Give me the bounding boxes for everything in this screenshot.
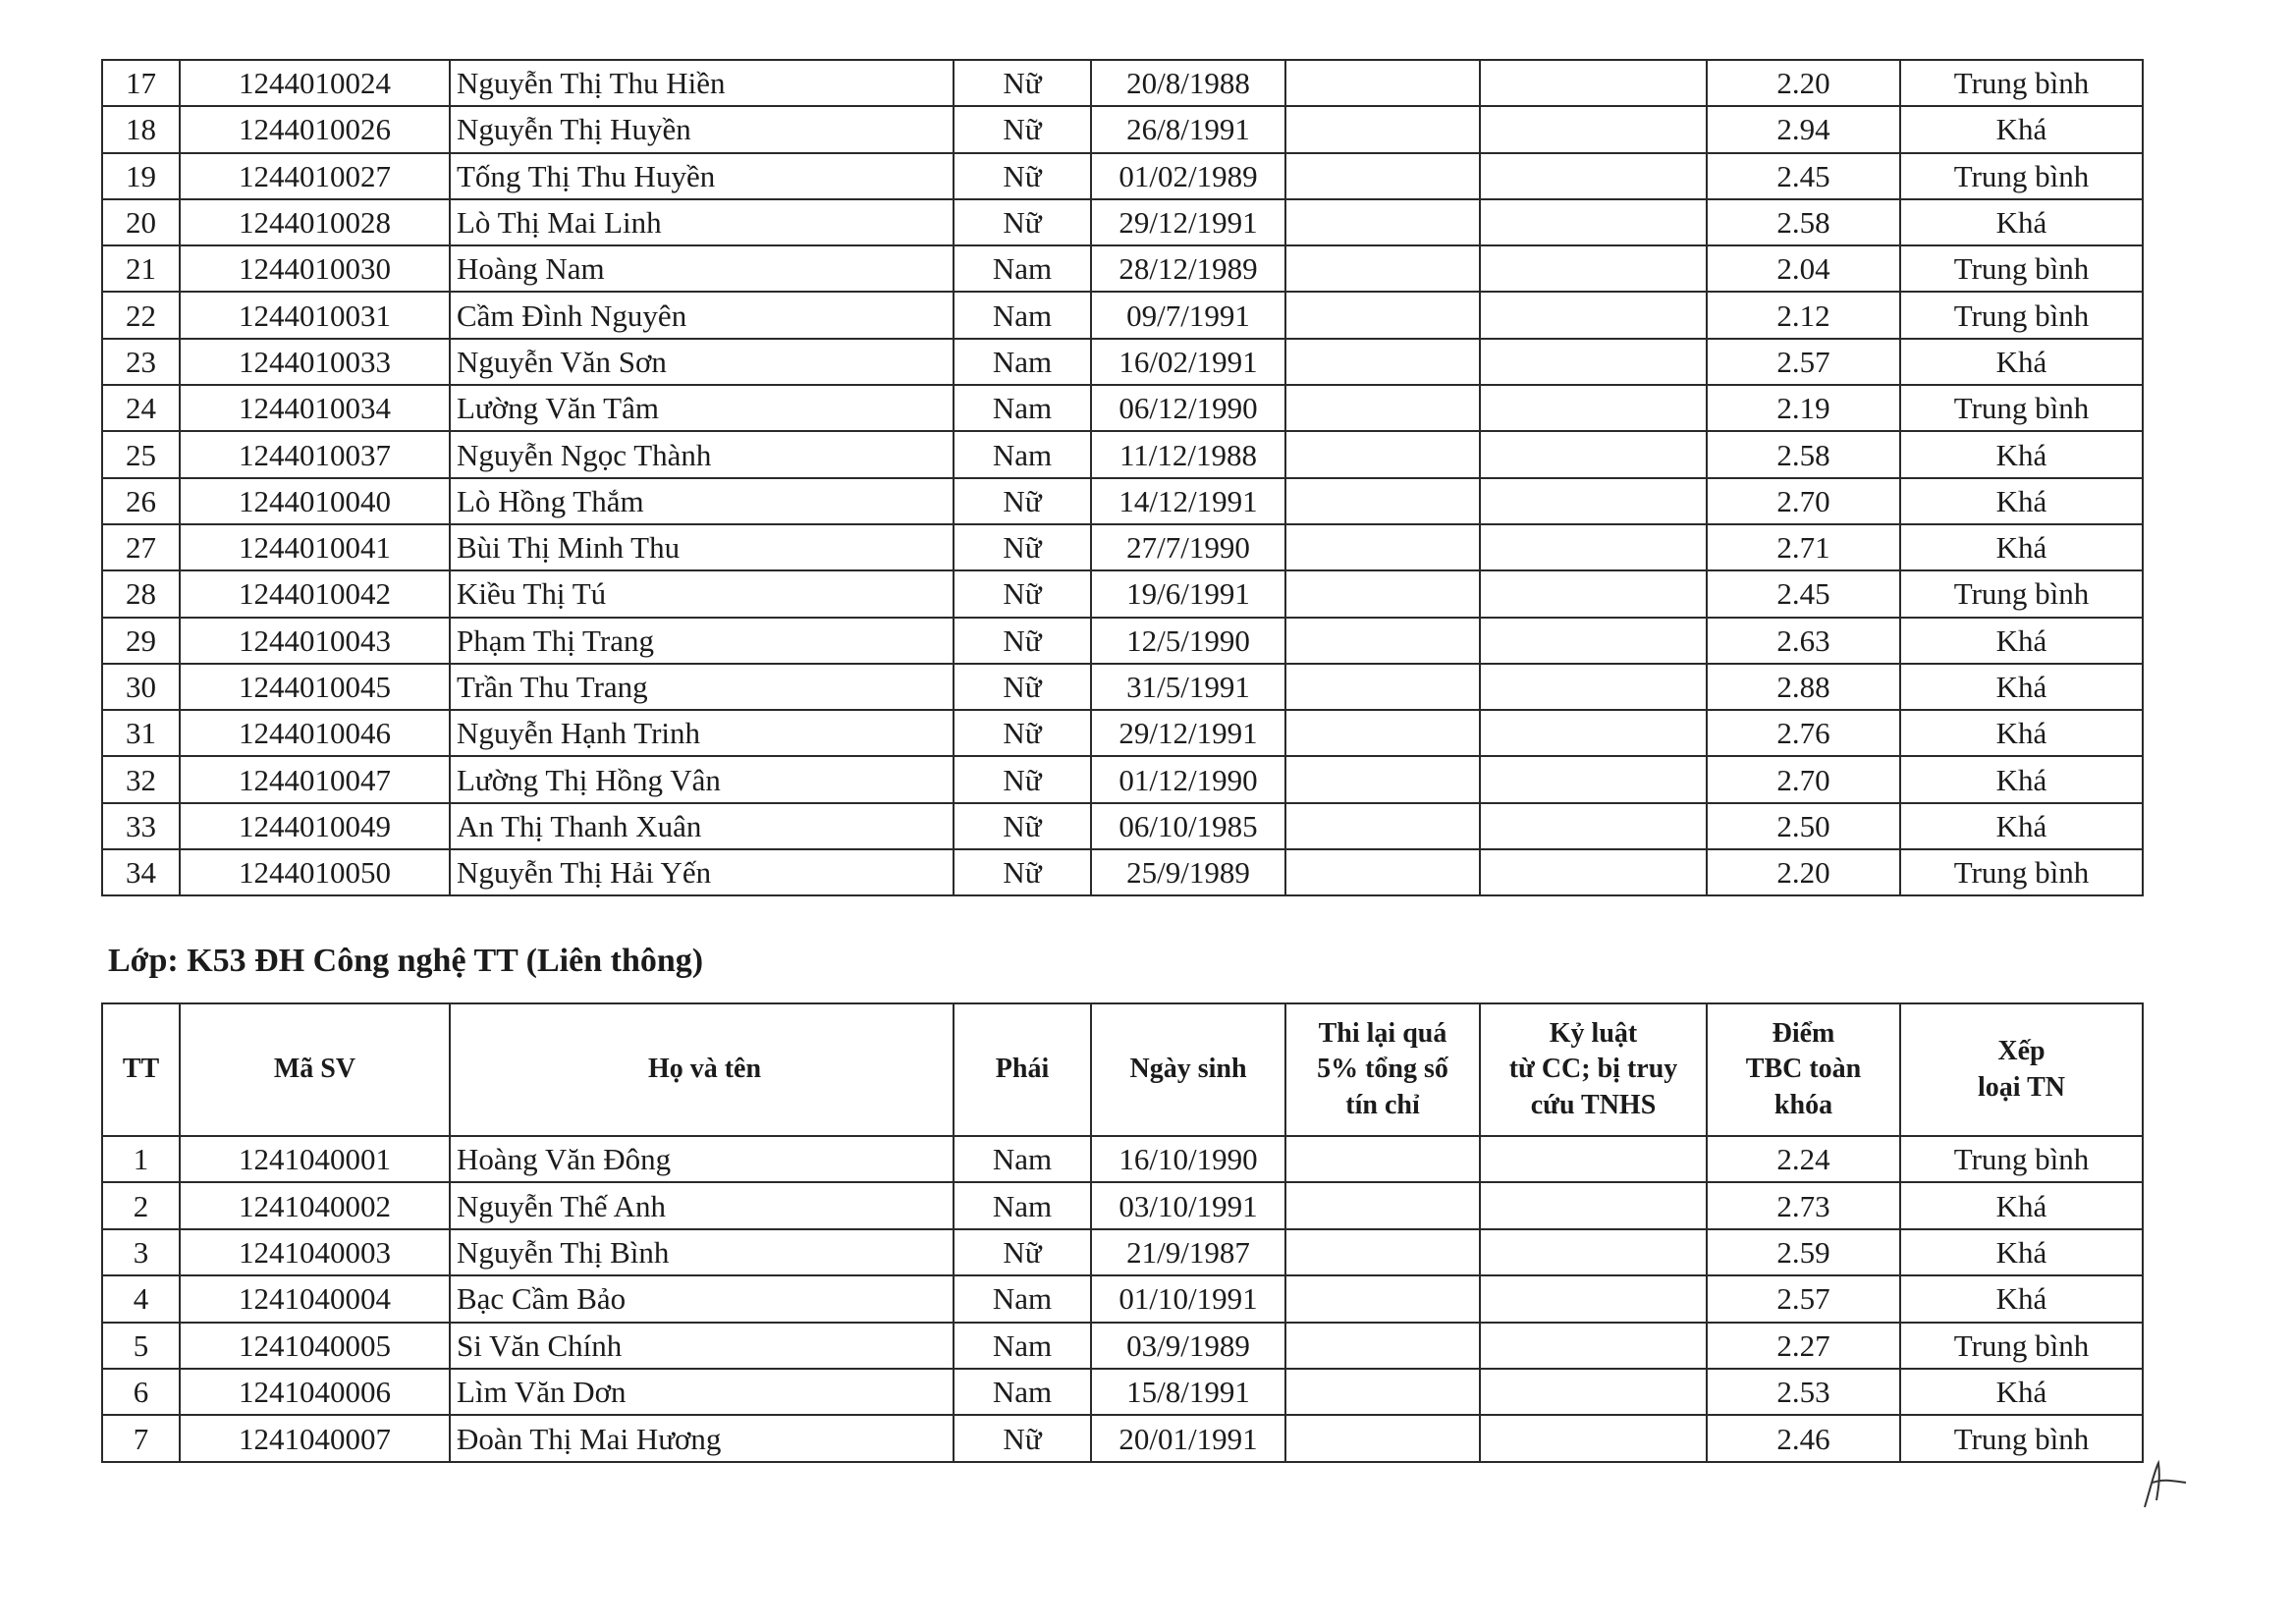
cell-phai: Nam [954,1275,1091,1322]
cell-thi-lai [1285,1323,1480,1369]
cell-tt: 33 [102,803,180,849]
header-ky-luat-line3: cứu TNHS [1530,1089,1657,1120]
cell-ky-luat [1480,1182,1707,1228]
cell-ky-luat [1480,106,1707,152]
cell-thi-lai [1285,1415,1480,1461]
student-table-continued [101,59,2144,896]
cell-thi-lai [1285,199,1480,245]
class-heading: Lớp: K53 ĐH Công nghệ TT (Liên thông) [108,943,704,979]
cell-thi-lai [1285,664,1480,710]
cell-ma-sv: 1244010033 [180,339,450,385]
cell-ma-sv: 1244010037 [180,431,450,477]
cell-ma-sv: 1244010046 [180,710,450,756]
cell-ngay-sinh: 25/9/1989 [1091,849,1285,895]
cell-ky-luat [1480,570,1707,617]
cell-ma-sv: 1244010050 [180,849,450,895]
cell-ma-sv: 1244010024 [180,60,450,106]
cell-ho-ten: An Thị Thanh Xuân [450,803,954,849]
header-xep-loai-line1: Xếp [1997,1036,2046,1067]
cell-diem: 2.70 [1707,756,1900,802]
cell-xep-loai: Khá [1900,524,2143,570]
table-row [102,292,2143,338]
cell-xep-loai: Khá [1900,1182,2143,1228]
cell-ho-ten: Nguyễn Thị Bình [450,1229,954,1275]
cell-xep-loai: Khá [1900,478,2143,524]
cell-tt: 22 [102,292,180,338]
cell-diem: 2.57 [1707,1275,1900,1322]
cell-ky-luat [1480,618,1707,664]
cell-tt: 31 [102,710,180,756]
cell-xep-loai: Trung bình [1900,1323,2143,1369]
cell-phai: Nữ [954,106,1091,152]
cell-ho-ten: Nguyễn Văn Sơn [450,339,954,385]
cell-ma-sv: 1244010030 [180,245,450,292]
cell-tt: 7 [102,1415,180,1461]
cell-ky-luat [1480,478,1707,524]
cell-ngay-sinh: 28/12/1989 [1091,245,1285,292]
cell-ma-sv: 1244010042 [180,570,450,617]
header-ho-ten: Họ và tên [450,1003,954,1136]
cell-ma-sv: 1244010049 [180,803,450,849]
cell-xep-loai: Khá [1900,756,2143,802]
cell-tt: 3 [102,1229,180,1275]
cell-xep-loai: Trung bình [1900,245,2143,292]
cell-ho-ten: Nguyễn Hạnh Trinh [450,710,954,756]
cell-xep-loai: Khá [1900,339,2143,385]
cell-phai: Nữ [954,803,1091,849]
header-ngay-sinh: Ngày sinh [1091,1003,1285,1136]
cell-thi-lai [1285,1369,1480,1415]
cell-ho-ten: Hoàng Văn Đông [450,1136,954,1182]
table-row [102,1229,2143,1275]
cell-diem: 2.94 [1707,106,1900,152]
cell-phai: Nữ [954,1415,1091,1461]
cell-xep-loai: Trung bình [1900,570,2143,617]
cell-ho-ten: Lường Thị Hồng Vân [450,756,954,802]
cell-phai: Nam [954,292,1091,338]
table-row [102,60,2143,106]
table-row [102,1323,2143,1369]
cell-ho-ten: Tống Thị Thu Huyền [450,153,954,199]
cell-xep-loai: Khá [1900,803,2143,849]
cell-thi-lai [1285,292,1480,338]
cell-tt: 34 [102,849,180,895]
cell-xep-loai: Khá [1900,106,2143,152]
cell-xep-loai: Khá [1900,710,2143,756]
cell-thi-lai [1285,1229,1480,1275]
header-row [102,1003,2143,1136]
cell-ma-sv: 1244010027 [180,153,450,199]
cell-xep-loai: Trung bình [1900,60,2143,106]
cell-ho-ten: Phạm Thị Trang [450,618,954,664]
cell-diem: 2.58 [1707,199,1900,245]
cell-phai: Nam [954,431,1091,477]
cell-ngay-sinh: 01/02/1989 [1091,153,1285,199]
handwritten-initial-mark [2137,1453,2196,1522]
cell-phai: Nữ [954,153,1091,199]
cell-ngay-sinh: 06/10/1985 [1091,803,1285,849]
cell-ho-ten: Đoàn Thị Mai Hương [450,1415,954,1461]
cell-ho-ten: Bùi Thị Minh Thu [450,524,954,570]
cell-ma-sv: 1244010043 [180,618,450,664]
header-tt: TT [102,1003,180,1136]
cell-phai: Nam [954,245,1091,292]
cell-phai: Nữ [954,570,1091,617]
cell-ma-sv: 1241040004 [180,1275,450,1322]
header-phai: Phái [954,1003,1091,1136]
cell-diem: 2.58 [1707,431,1900,477]
cell-ma-sv: 1241040006 [180,1369,450,1415]
header-thi-lai-line2: 5% tổng số [1317,1054,1448,1085]
cell-diem: 2.04 [1707,245,1900,292]
cell-phai: Nữ [954,199,1091,245]
cell-ky-luat [1480,292,1707,338]
cell-phai: Nữ [954,478,1091,524]
cell-ma-sv: 1244010026 [180,106,450,152]
cell-ngay-sinh: 20/8/1988 [1091,60,1285,106]
cell-tt: 30 [102,664,180,710]
cell-ngay-sinh: 27/7/1990 [1091,524,1285,570]
cell-ky-luat [1480,664,1707,710]
cell-xep-loai: Trung bình [1900,292,2143,338]
cell-phai: Nữ [954,618,1091,664]
cell-thi-lai [1285,431,1480,477]
cell-xep-loai: Khá [1900,618,2143,664]
cell-diem: 2.57 [1707,339,1900,385]
cell-phai: Nữ [954,1229,1091,1275]
cell-ho-ten: Nguyễn Thế Anh [450,1182,954,1228]
cell-ngay-sinh: 21/9/1987 [1091,1229,1285,1275]
student-table-body [102,1136,2143,1462]
cell-ky-luat [1480,1323,1707,1369]
cell-ma-sv: 1241040001 [180,1136,450,1182]
cell-ho-ten: Nguyễn Thị Huyền [450,106,954,152]
cell-ma-sv: 1244010045 [180,664,450,710]
cell-ho-ten: Bạc Cầm Bảo [450,1275,954,1322]
cell-ma-sv: 1244010041 [180,524,450,570]
cell-ngay-sinh: 03/10/1991 [1091,1182,1285,1228]
cell-thi-lai [1285,60,1480,106]
header-ma-sv: Mã SV [180,1003,450,1136]
cell-tt: 2 [102,1182,180,1228]
table-row [102,385,2143,431]
cell-phai: Nam [954,1369,1091,1415]
cell-xep-loai: Khá [1900,199,2143,245]
cell-phai: Nam [954,1136,1091,1182]
cell-ho-ten: Kiều Thị Tú [450,570,954,617]
header-diem-line2: TBC toàn [1745,1054,1862,1085]
cell-tt: 6 [102,1369,180,1415]
cell-tt: 29 [102,618,180,664]
table-row [102,153,2143,199]
cell-ngay-sinh: 14/12/1991 [1091,478,1285,524]
cell-thi-lai [1285,756,1480,802]
cell-ho-ten: Lường Văn Tâm [450,385,954,431]
cell-tt: 18 [102,106,180,152]
cell-diem: 2.73 [1707,1182,1900,1228]
cell-ho-ten: Trần Thu Trang [450,664,954,710]
cell-thi-lai [1285,849,1480,895]
cell-ma-sv: 1244010040 [180,478,450,524]
cell-thi-lai [1285,1275,1480,1322]
cell-diem: 2.20 [1707,849,1900,895]
cell-ho-ten: Lò Thị Mai Linh [450,199,954,245]
cell-phai: Nữ [954,60,1091,106]
table-row [102,339,2143,385]
table-row [102,199,2143,245]
cell-ngay-sinh: 01/12/1990 [1091,756,1285,802]
cell-ky-luat [1480,1369,1707,1415]
cell-phai: Nam [954,385,1091,431]
cell-thi-lai [1285,803,1480,849]
table-row [102,1415,2143,1461]
header-thi-lai [1285,1003,1480,1136]
cell-ky-luat [1480,1415,1707,1461]
cell-phai: Nam [954,1182,1091,1228]
cell-diem: 2.71 [1707,524,1900,570]
cell-ky-luat [1480,849,1707,895]
cell-xep-loai: Khá [1900,1229,2143,1275]
table-row [102,245,2143,292]
cell-tt: 23 [102,339,180,385]
cell-xep-loai: Khá [1900,431,2143,477]
cell-ngay-sinh: 01/10/1991 [1091,1275,1285,1322]
cell-ho-ten: Si Văn Chính [450,1323,954,1369]
cell-tt: 32 [102,756,180,802]
cell-tt: 1 [102,1136,180,1182]
header-thi-lai-line3: tín chỉ [1345,1089,1420,1120]
cell-ngay-sinh: 31/5/1991 [1091,664,1285,710]
cell-ky-luat [1480,1136,1707,1182]
cell-diem: 2.45 [1707,570,1900,617]
cell-ky-luat [1480,431,1707,477]
cell-ky-luat [1480,1229,1707,1275]
cell-xep-loai: Khá [1900,1369,2143,1415]
cell-thi-lai [1285,245,1480,292]
cell-ho-ten: Cầm Đình Nguyên [450,292,954,338]
cell-ngay-sinh: 12/5/1990 [1091,618,1285,664]
cell-ngay-sinh: 29/12/1991 [1091,710,1285,756]
cell-xep-loai: Trung bình [1900,1136,2143,1182]
cell-ngay-sinh: 26/8/1991 [1091,106,1285,152]
cell-diem: 2.63 [1707,618,1900,664]
cell-ho-ten: Lìm Văn Dơn [450,1369,954,1415]
cell-thi-lai [1285,618,1480,664]
table-row [102,524,2143,570]
cell-ky-luat [1480,385,1707,431]
table-row [102,664,2143,710]
header-ky-luat [1480,1003,1707,1136]
cell-tt: 4 [102,1275,180,1322]
cell-phai: Nữ [954,524,1091,570]
cell-thi-lai [1285,153,1480,199]
cell-thi-lai [1285,478,1480,524]
table-row [102,1275,2143,1322]
cell-diem: 2.53 [1707,1369,1900,1415]
cell-diem: 2.27 [1707,1323,1900,1369]
header-xep-loai-line2: loại TN [1978,1071,2065,1103]
header-ky-luat-line1: Kỷ luật [1549,1017,1638,1049]
cell-tt: 28 [102,570,180,617]
header-ky-luat-line2: từ CC; bị truy [1508,1054,1678,1085]
cell-ma-sv: 1244010028 [180,199,450,245]
cell-ma-sv: 1241040002 [180,1182,450,1228]
cell-diem: 2.76 [1707,710,1900,756]
table-row [102,478,2143,524]
cell-diem: 2.70 [1707,478,1900,524]
header-diem-line3: khóa [1773,1089,1833,1120]
cell-tt: 26 [102,478,180,524]
cell-thi-lai [1285,524,1480,570]
table-row [102,106,2143,152]
cell-thi-lai [1285,1136,1480,1182]
cell-diem: 2.45 [1707,153,1900,199]
cell-phai: Nữ [954,664,1091,710]
cell-ho-ten: Lò Hồng Thắm [450,478,954,524]
cell-ma-sv: 1244010031 [180,292,450,338]
cell-tt: 17 [102,60,180,106]
cell-ma-sv: 1244010047 [180,756,450,802]
table-header [102,1003,2143,1136]
cell-phai: Nam [954,1323,1091,1369]
cell-ky-luat [1480,524,1707,570]
cell-ky-luat [1480,803,1707,849]
cell-thi-lai [1285,385,1480,431]
cell-tt: 5 [102,1323,180,1369]
cell-phai: Nữ [954,710,1091,756]
cell-thi-lai [1285,106,1480,152]
cell-tt: 21 [102,245,180,292]
table-row [102,803,2143,849]
cell-ky-luat [1480,245,1707,292]
cell-phai: Nam [954,339,1091,385]
cell-ho-ten: Hoàng Nam [450,245,954,292]
cell-ngay-sinh: 09/7/1991 [1091,292,1285,338]
cell-ky-luat [1480,60,1707,106]
cell-ho-ten: Nguyễn Thị Thu Hiền [450,60,954,106]
cell-ngay-sinh: 19/6/1991 [1091,570,1285,617]
cell-xep-loai: Khá [1900,664,2143,710]
cell-phai: Nữ [954,849,1091,895]
cell-ky-luat [1480,756,1707,802]
table-row [102,1182,2143,1228]
cell-diem: 2.20 [1707,60,1900,106]
cell-ngay-sinh: 06/12/1990 [1091,385,1285,431]
table-row [102,849,2143,895]
cell-ma-sv: 1241040007 [180,1415,450,1461]
cell-xep-loai: Trung bình [1900,385,2143,431]
header-thi-lai-line1: Thi lại quá [1318,1017,1447,1049]
table-row [102,1136,2143,1182]
header-diem [1707,1003,1900,1136]
cell-diem: 2.59 [1707,1229,1900,1275]
cell-thi-lai [1285,339,1480,385]
cell-ma-sv: 1244010034 [180,385,450,431]
table-row [102,1369,2143,1415]
table-row [102,570,2143,617]
cell-ky-luat [1480,153,1707,199]
cell-ky-luat [1480,339,1707,385]
cell-ky-luat [1480,199,1707,245]
cell-ngay-sinh: 03/9/1989 [1091,1323,1285,1369]
cell-diem: 2.50 [1707,803,1900,849]
cell-ho-ten: Nguyễn Ngọc Thành [450,431,954,477]
cell-ma-sv: 1241040005 [180,1323,450,1369]
cell-ngay-sinh: 29/12/1991 [1091,199,1285,245]
cell-tt: 25 [102,431,180,477]
header-diem-line1: Điểm [1772,1017,1835,1049]
cell-ky-luat [1480,710,1707,756]
cell-tt: 19 [102,153,180,199]
cell-thi-lai [1285,710,1480,756]
cell-ho-ten: Nguyễn Thị Hải Yến [450,849,954,895]
cell-ky-luat [1480,1275,1707,1322]
cell-diem: 2.88 [1707,664,1900,710]
cell-diem: 2.24 [1707,1136,1900,1182]
table-row [102,710,2143,756]
cell-ma-sv: 1241040003 [180,1229,450,1275]
cell-xep-loai: Trung bình [1900,1415,2143,1461]
cell-xep-loai: Khá [1900,1275,2143,1322]
student-table-body [102,60,2143,895]
cell-tt: 27 [102,524,180,570]
cell-diem: 2.46 [1707,1415,1900,1461]
cell-thi-lai [1285,1182,1480,1228]
cell-xep-loai: Trung bình [1900,849,2143,895]
cell-diem: 2.19 [1707,385,1900,431]
cell-ngay-sinh: 16/10/1990 [1091,1136,1285,1182]
cell-tt: 20 [102,199,180,245]
header-xep-loai [1900,1003,2143,1136]
cell-thi-lai [1285,570,1480,617]
cell-phai: Nữ [954,756,1091,802]
cell-tt: 24 [102,385,180,431]
table-row [102,756,2143,802]
cell-ngay-sinh: 20/01/1991 [1091,1415,1285,1461]
cell-diem: 2.12 [1707,292,1900,338]
cell-ngay-sinh: 11/12/1988 [1091,431,1285,477]
table-row [102,618,2143,664]
table-row [102,431,2143,477]
student-table-k53 [101,1002,2144,1463]
cell-ngay-sinh: 16/02/1991 [1091,339,1285,385]
cell-xep-loai: Trung bình [1900,153,2143,199]
cell-ngay-sinh: 15/8/1991 [1091,1369,1285,1415]
